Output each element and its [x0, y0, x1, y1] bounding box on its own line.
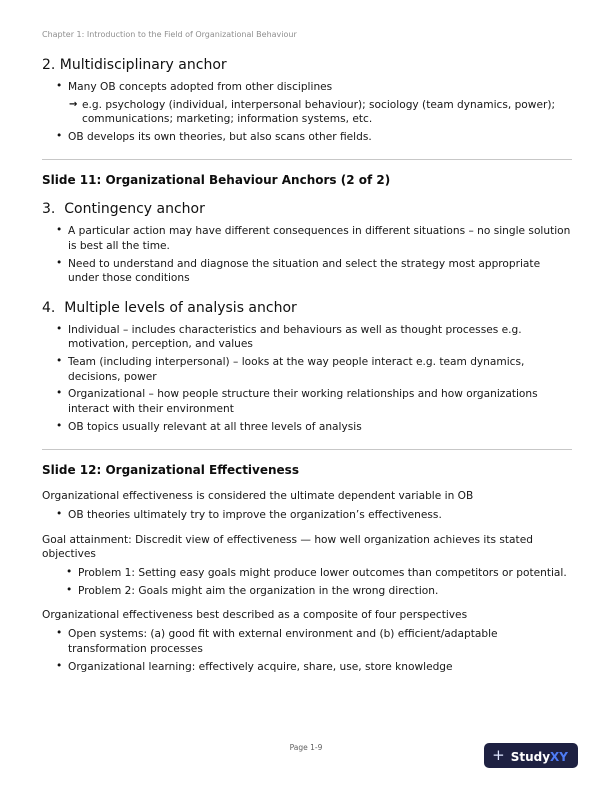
brand-text-primary: Study — [510, 750, 551, 764]
brand-text-accent: XY — [550, 750, 568, 764]
bullet-icon: • — [56, 659, 63, 672]
levels-list — [42, 323, 572, 434]
bullet-icon: • — [56, 129, 63, 142]
list-item — [42, 257, 572, 286]
list-item-text: Problem 1: Setting easy goals might produce lower outcomes than competitors or potential. — [78, 567, 567, 580]
list-item-text: Individual – includes characteristics and behaviours as well as thought processes e.g. motivation, perception, and values — [68, 323, 522, 351]
page-number: Page 1-9 — [289, 743, 323, 752]
list-item — [42, 566, 572, 581]
list-item-text: Many OB concepts adopted from other disciplines — [68, 81, 333, 93]
list-item — [42, 508, 572, 523]
list-subitem — [42, 98, 572, 127]
bullet-icon: • — [56, 355, 63, 368]
slide-11-title: Slide 11: Organizational Behaviour Anchors (2 of 2) — [42, 173, 391, 188]
list-item — [42, 584, 572, 599]
arrow-bullet-icon: → — [69, 98, 78, 110]
bullet-icon: • — [56, 224, 63, 237]
list-item — [42, 627, 572, 656]
list-item-text: Team (including interpersonal) – looks at the way people interact e.g. team dynamics, decisions, power — [68, 356, 525, 383]
bullet-icon: • — [66, 566, 73, 579]
heading-multidisciplinary-anchor: 2. Multidisciplinary anchor — [42, 57, 227, 73]
bullet-icon: • — [56, 419, 63, 432]
dependent-variable-list — [42, 508, 572, 523]
bullet-icon: • — [56, 507, 63, 520]
bullet-icon: • — [56, 387, 63, 400]
bullet-icon: • — [56, 80, 63, 92]
bullet-icon: • — [56, 627, 63, 640]
goal-attainment-list — [42, 566, 572, 598]
list-item-text: Open systems: (a) good fit with external environment and (b) efficient/adaptable transformation processes — [68, 628, 498, 655]
list-item — [42, 224, 572, 253]
heading-levels-of-analysis-anchor: 4. Multiple levels of analysis anchor — [42, 299, 297, 316]
list-item-text: Organizational – how people structure their working relationships and how organizations interact with their environment — [68, 388, 538, 415]
list-item-text: Organizational learning: effectively acquire, share, use, store knowledge — [68, 660, 453, 673]
list-item — [42, 323, 572, 352]
section-divider — [42, 449, 572, 450]
brand-text — [511, 746, 568, 765]
plus-icon: + — [492, 745, 505, 764]
list-item-text: OB develops its own theories, but also scans other fields. — [68, 130, 372, 143]
four-perspectives-list — [42, 627, 572, 674]
studyxy-logo — [484, 743, 578, 768]
heading-contingency-anchor: 3. Contingency anchor — [42, 201, 205, 218]
list-item-text: OB theories ultimately try to improve the organization’s effectiveness. — [68, 508, 442, 521]
multidisciplinary-list — [42, 80, 572, 144]
paragraph-goal-attainment: Goal attainment: Discredit view of effectiveness — how well organization achieves its stated objectives — [42, 533, 533, 561]
paragraph-dependent-variable: Organizational effectiveness is considered the ultimate dependent variable in OB — [42, 490, 474, 503]
slide-12-title: Slide 12: Organizational Effectiveness — [42, 463, 299, 478]
list-item-text: e.g. psychology (individual, interpersonal behaviour); sociology (team dynamics, power); communications; marketing; information systems, etc. — [82, 98, 556, 126]
list-item-text: A particular action may have different consequences in different situations – no single solution is best all the time. — [68, 225, 571, 253]
list-item — [42, 80, 572, 95]
list-item — [42, 355, 572, 384]
list-item-text: Problem 2: Goals might aim the organization in the wrong direction. — [78, 584, 439, 597]
list-item — [42, 387, 572, 416]
paragraph-four-perspectives: Organizational effectiveness best described as a composite of four perspectives — [42, 609, 468, 622]
section-divider — [42, 159, 572, 160]
list-item — [42, 660, 572, 675]
bullet-icon: • — [56, 256, 63, 269]
running-header: Chapter 1: Introduction to the Field of Organizational Behaviour — [42, 30, 297, 39]
bullet-icon: • — [66, 583, 73, 596]
list-item — [42, 130, 572, 145]
contingency-list — [42, 224, 572, 285]
list-item-text: Need to understand and diagnose the situation and select the strategy most appropriate under those conditions — [68, 257, 541, 285]
list-item — [42, 420, 572, 435]
list-item-text: OB topics usually relevant at all three levels of analysis — [68, 420, 362, 433]
bullet-icon: • — [56, 322, 63, 335]
